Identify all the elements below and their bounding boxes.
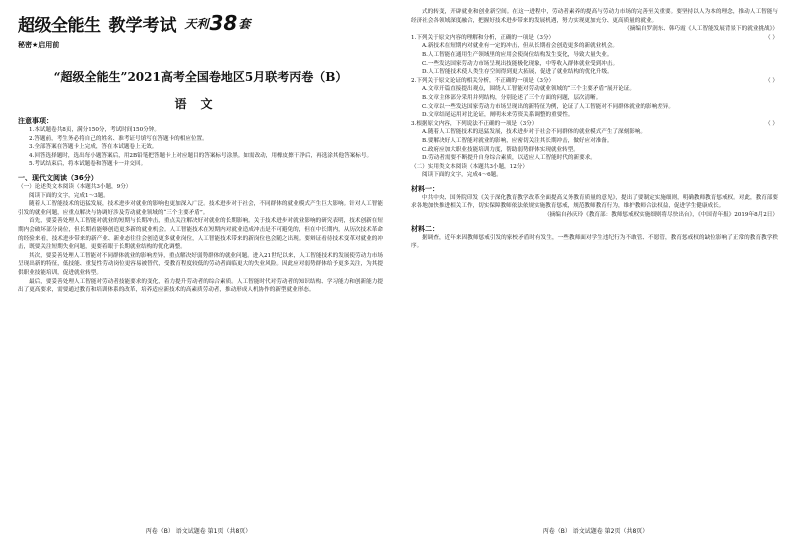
- material-paragraph: 中共中央、国务院印发《关于深化教育教学改革全面提高义务教育质量的意见》，提出了要制定实施细则，明确教师教育惩戒权。对此，教育部要求各地加快推进相关工作，切实保障教师依法依规实施教育惩戒，规范教师教育行为，维护教师合法权益，促进学生健康成长。: [411, 194, 778, 210]
- exam-title: “超级全能生”2021高考全国卷地区5月联考丙卷（B）: [53, 70, 348, 84]
- question-stem: 1.下列关于原文内容的理解和分析，正确的一项是（3分）: [411, 34, 555, 41]
- question-3: [411, 120, 778, 129]
- instruction: 阅读下面的文字，完成4～6题。: [422, 172, 502, 179]
- note-1: 1.本试题卷共8页，满分150分，考试时间150分钟。: [29, 127, 160, 133]
- option: B.要解决好人工智能对就业的影响，应密切关注其长期冲击，做好应对准备。: [422, 137, 613, 144]
- option: C.一些发达国家劳动力市场呈现出技能极化现象，中等收入群体就业受到冲击。: [422, 60, 619, 67]
- note-5: 5.考试结束后，将本试题卷和答题卡一并交回。: [29, 161, 147, 168]
- material-heading: 材料一：: [411, 184, 439, 193]
- passage-paragraph: 式的转变，开辟就业和创业新空间。在这一进程中，劳动者素养的提高与劳动力市场的完善至关重要。要坚持以人为本的理念，推动人工智能与经济社会各领域深度融合，把握好技术进步带来的发展机遇，努力实现更加充分、更高质量的就业。: [411, 9, 778, 24]
- note-4: 4.回答选择题时，选出每小题答案后，用2B铅笔把答题卡上对应题目的答案标号涂黑。如需改动，用橡皮擦干净后，再选涂其他答案标号。: [29, 152, 373, 159]
- subsection-heading: （一）论述类文本阅读（本题共3小题，9分）: [18, 183, 132, 190]
- option: A.随着人工智能技术的迅猛发展，技术进步对于社会不同群体的就业模式产生了深刻影响。: [422, 129, 646, 136]
- option: D.人工智能技术使人类生存空间得到更大拓展，促进了就业结构的优化升级。: [422, 69, 613, 76]
- note-2: 2.答题前，考生务必将自己的姓名、准考证号填写在答题卡的相应位置。: [29, 135, 208, 142]
- logo-suffix: 套: [238, 16, 251, 31]
- question-1: [411, 34, 778, 43]
- brand-header: [18, 10, 383, 36]
- right-page: [397, 0, 794, 543]
- option: C.政府应加大职业技能培训力度，帮助弱势群体实现就业转型。: [422, 146, 579, 153]
- subsection-heading: （二）实用类文本阅读（本题共3小题，12分）: [411, 163, 528, 170]
- note-3: 3.全部答案在答题卡上完成，答在本试题卷上无效。: [29, 144, 158, 151]
- question-2: [411, 77, 778, 86]
- option: A.新技术在短期内对就业有一定的冲击，但从长期看会创造更多的新就业机会。: [422, 43, 619, 50]
- brand-name: 超级全能生: [18, 15, 101, 36]
- passage-paragraph: 最后，要妥善处理人工智能对劳动者技能要求的变化，着力提升劳动者的综合素质。人工智能时代对劳动者的知识结构、学习能力和创新能力提出了更高要求，需要通过教育和培训体系的改革，培养适应新技术的高素质劳动者，推动形成人机协作的新型就业形态。: [18, 278, 383, 294]
- option: B.文章主体部分采用并列结构，分别论述了三个方面的问题，层次清晰。: [422, 94, 602, 101]
- secret-mark: 秘密★启用前: [18, 41, 60, 49]
- material-heading: 材料二：: [411, 224, 439, 233]
- page-footer: 丙卷（B） 语文试题卷 第1页（共8页）: [145, 528, 252, 535]
- brand-exam: 教学考试: [108, 15, 177, 36]
- option: C.文章以一些发达国家劳动力市场呈现出的新特征为例，论证了人工智能对不同群体就业的影响差异。: [422, 103, 674, 110]
- notes-heading: 注意事项：: [18, 117, 53, 125]
- answer-paren: （ ）: [765, 34, 778, 41]
- material-paragraph: 据调查，近年来因教师惩戒引发的家校矛盾时有发生，一些教师面对学生违纪行为不敢管、不愿管，教育惩戒权的缺位影响了正常的教育教学秩序。: [411, 234, 778, 250]
- option: D.劳动者需要不断提升自身综合素质，以适应人工智能时代的新要求。: [422, 155, 596, 162]
- option: B.人工智能在通用生产领域里的应用会使岗位结构发生变化，导致大量失业。: [422, 51, 613, 58]
- option: D.文章结尾运用对比论证，阐明未来劳资关系调整的重要性。: [422, 112, 574, 119]
- question-stem: 3.根据原文内容，下列说法不正确的一项是（3分）: [411, 120, 538, 127]
- brand-logo: [185, 11, 251, 35]
- material-source: （摘编自孙庆玲《教育部：教师惩戒权实施细则将尽快出台》，《中国青年报》2019年8月2日）: [544, 212, 778, 219]
- page-footer: 丙卷（B） 语文试题卷 第2页（共8页）: [542, 528, 649, 535]
- passage-paragraph: 首先，要妥善处理人工智能对就业的短期与长期冲击，重点关注解决好对就业的长期影响。关于技术进步对就业影响的研究表明，技术创新在短期内会破坏部分岗位，但长期看能够创造更多新的就业机会。人工智能技术在短期内对就业造成冲击是不可避免的，但在中长期内，从历次技术革命的经验来看，技术进步带来的新产业、新业态往往会创造更多就业岗位，人工智能技术带来的新岗位也会随之出现。要辩证看待技术变革对就业的冲击，既要关注短期失业问题，更要着眼于长期就业结构的优化调整。: [18, 218, 383, 251]
- passage-paragraph: 随着人工智能技术的迅猛发展，技术进步对就业的影响也更加深入广泛。技术进步对于社会，不同群体的就业模式产生巨大影响。针对人工智能引发的就业问题，应重点解决与协调好涉及劳动就业领域的“三个主要矛盾”。: [18, 201, 383, 216]
- question-stem: 2.下列关于原文论证的相关分析，不正确的一项是（3分）: [411, 77, 555, 84]
- option: A.文章开篇直接提出观点，围绕人工智能对劳动就业领域的“三个主要矛盾”展开论证。: [422, 86, 635, 93]
- instruction: 阅读下面的文字，完成1～3题。: [29, 192, 109, 199]
- subject-title: 语文: [174, 97, 227, 111]
- logo-number: 38: [209, 11, 238, 35]
- passage-source: （摘编自罗润东、韩巧霞《人工智能发展背景下的就业挑战》）: [624, 26, 778, 33]
- passage-paragraph: 其次，要妥善处理人工智能对不同群体就业的影响差异，重点解决好弱势群体的就业问题。进入21世纪以来，人工智能技术的发展使劳动力市场呈现出新的特征，低技能、重复性劳动岗位更容易被替代，受教育程度较低的劳动者面临更大的失业风险。因此应对弱势群体给予更多关注，为其提供职业技能培训，促进就业转型。: [18, 252, 383, 276]
- answer-paren: （ ）: [765, 77, 778, 84]
- answer-paren: （ ）: [765, 120, 778, 127]
- logo-prefix: 天利: [184, 16, 209, 31]
- section-heading: 一、现代文阅读（36分）: [18, 173, 98, 182]
